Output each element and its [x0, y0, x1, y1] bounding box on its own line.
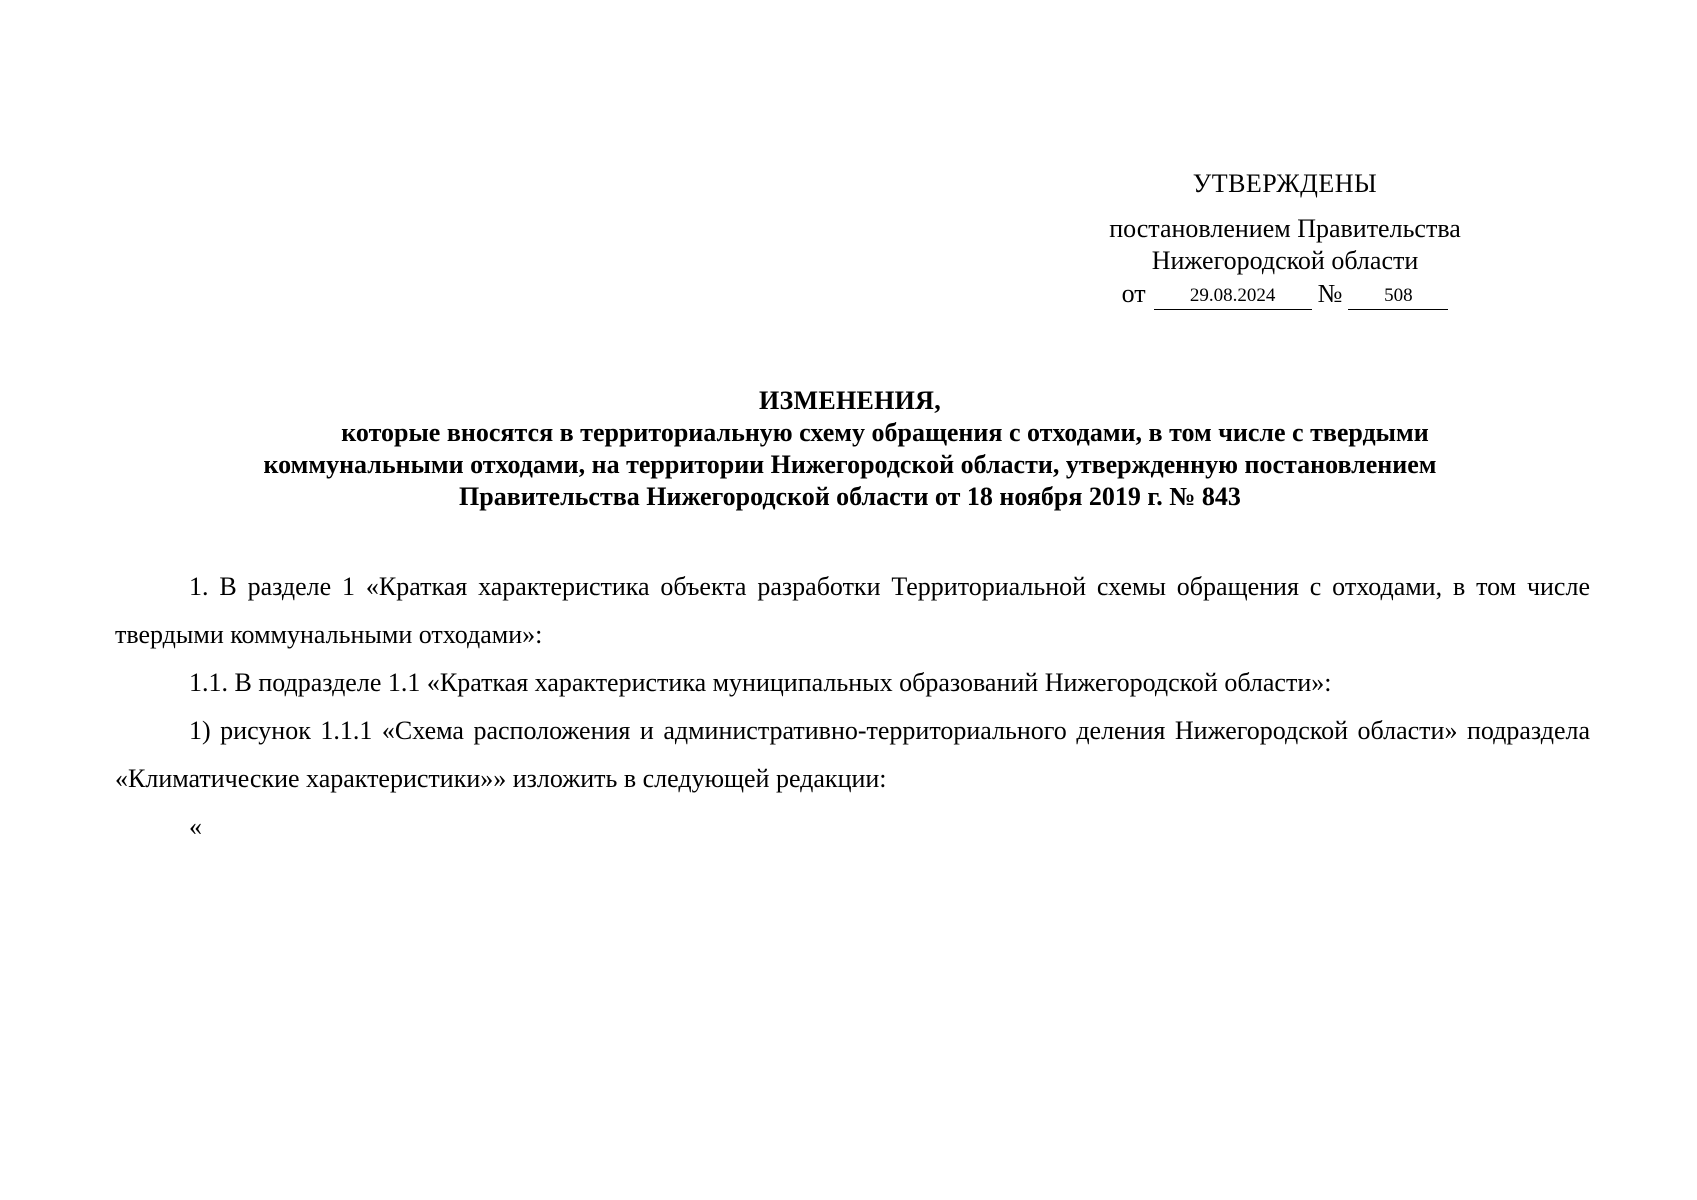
number-sign: №: [1317, 279, 1343, 308]
body-paragraph-3: 1) рисунок 1.1.1 «Схема расположения и административно-территориального деления Нижегородской области» подраздела «Климатические характеристики»» изложить в следующей редакции:: [115, 716, 1590, 793]
approval-number: 508: [1348, 283, 1448, 310]
approval-basis-line-2: Нижегородской области: [1151, 246, 1419, 275]
heading-line-1: которые вносятся в территориальную схему обращения с отходами, в том числе с твердыми: [341, 418, 1429, 447]
heading-line-3: Правительства Нижегородской области от 18 ноября 2019 г. № 843: [459, 482, 1241, 511]
body-paragraph-1: 1. В разделе 1 «Краткая характеристика объекта разработки Территориальной схемы обращения с отходами, в том числе твердыми коммунальными отходами»:: [115, 572, 1590, 649]
approval-title: УТВЕРЖДЕНЫ: [1192, 169, 1378, 198]
heading-line-2: коммунальными отходами, на территории Нижегородской области, утвержденную постановлением: [263, 450, 1437, 479]
body-paragraph-2: 1.1. В подразделе 1.1 «Краткая характеристика муниципальных образований Нижегородской области»:: [189, 668, 1332, 697]
approval-stamp: [1050, 168, 1520, 310]
heading-title: ИЗМЕНЕНИЯ,: [758, 386, 942, 415]
approval-date-row: [1050, 278, 1520, 310]
document-body: [115, 563, 1590, 851]
document-heading: [190, 385, 1510, 513]
approval-basis-line-1: постановлением Правительства: [1109, 214, 1461, 243]
quote-open-mark: «: [189, 812, 202, 841]
approval-date: 29.08.2024: [1154, 283, 1312, 310]
date-prefix: от: [1121, 279, 1146, 308]
